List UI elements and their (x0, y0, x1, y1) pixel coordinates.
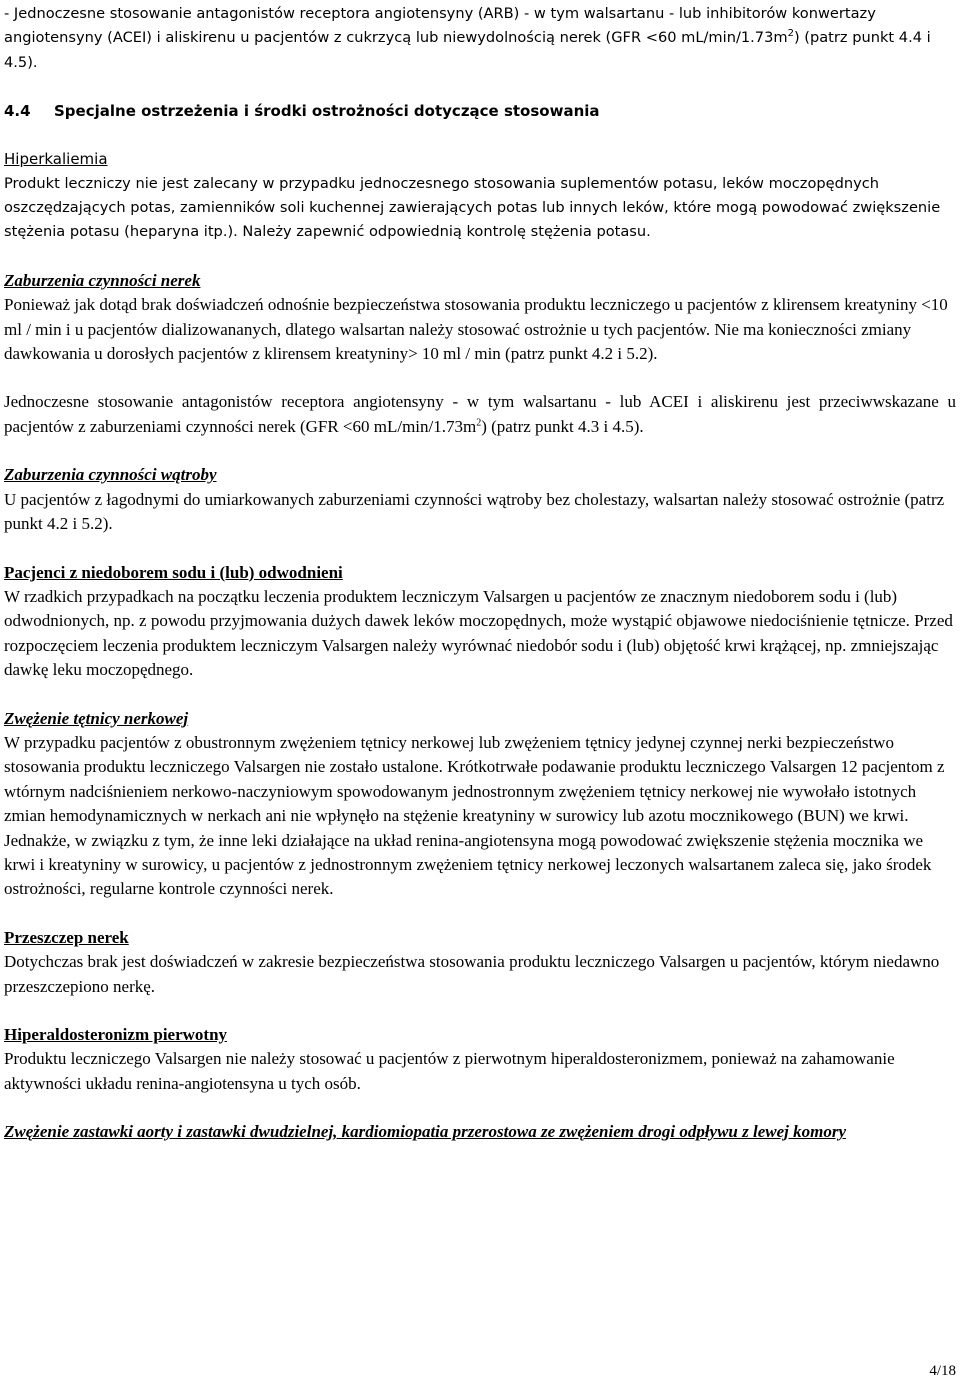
hyperkalemia-heading: Hiperkaliemia (4, 150, 108, 169)
valve-block (4, 1120, 956, 1144)
stenosis-heading: Zwężenie tętnicy nerkowej (4, 708, 189, 728)
page-number: 4/18 (929, 1363, 956, 1379)
hepatic-heading: Zaburzenia czynności wątroby (4, 465, 217, 485)
aldosteronism-heading: Hiperaldosteronizm pierwotny (4, 1025, 228, 1044)
hepatic-text: U pacjentów z łagodnymi do umiarkowanych zaburzeniami czynności wątroby bez cholestazy, walsartan należy stosować ostrożnie (patrz punkt 4.2 i 5.2). (4, 489, 945, 534)
transplant-block (4, 926, 956, 999)
section-number: 4.4 (4, 102, 31, 121)
section-heading (4, 99, 956, 123)
renal-text: Ponieważ jak dotąd brak doświadczeń odnośnie bezpieczeństwa stosowania produktu leczniczego u pacjentów z klirensem kreatyniny <10 ml / min i u pacjentów dializowananych, dlatego walsartan należy stosować ostrożnie u tych pacjentów. Nie ma konieczności zmiany dawkowania u dorosłych pacjentów z klirensem kreatyniny> 10 ml / min (patrz punkt 4.2 i 5.2). (4, 295, 948, 364)
intro-text: - Jednoczesne stosowanie antagonistów receptora angiotensyny (ARB) - w tym walsartanu - lub inhibitorów konwertazy angiotensyny (ACEI) i aliskirenu u pacjentów z cukrzycą lub niewydolnością nerek (GFR <60 mL/min/1.73m (4, 5, 876, 47)
hyperkalemia-block (4, 147, 956, 245)
transplant-text: Dotychczas brak jest doświadczeń w zakresie bezpieczeństwa stosowania produktu leczniczego Valsargen u pacjentów, którym niedawno przeszczepiono nerkę. (4, 952, 940, 996)
aldosteronism-text: Produktu leczniczego Valsargen nie należy stosować u pacjentów z pierwotnym hiperaldosteronizmem, ponieważ na zahamowanie aktywności układu renina-angiotensyna u tych osób. (4, 1049, 895, 1093)
renal-block (4, 269, 956, 367)
renal-contraindication (4, 390, 956, 439)
sodium-heading: Pacjenci z niedoborem sodu i (lub) odwodnieni (4, 562, 343, 582)
stenosis-block (4, 707, 956, 902)
renal-heading: Zaburzenia czynności nerek (4, 270, 201, 290)
hyperkalemia-text: Produkt leczniczy nie jest zalecany w przypadku jednoczesnego stosowania suplementów potasu, leków moczopędnych oszczędzających potas, zamienników soli kuchennej zawierających potas lub innych leków, które mogą powodować zwiększenie stężenia potasu (heparyna itp.). Należy zapewnić odpowiednią kontrolę stężenia potasu. (4, 174, 941, 241)
intro-paragraph (4, 2, 956, 75)
renal-text2-sup: 2 (476, 417, 482, 429)
hepatic-block (4, 463, 956, 536)
sodium-text: W rzadkich przypadkach na początku leczenia produktem leczniczym Valsargen u pacjentów ze znacznym niedoborem sodu i (lub) odwodnionych, np. z powodu przyjmowania dużych dawek leków moczopędnych, może wystąpić objawowe niedociśnienie tętnicze. Przed rozpoczęciem leczenia produktem leczniczym Valsargen należy wyrównać niedobór sodu i (lub) objętość krwi krążącej, np. zmniejszając dawkę leku moczopędnego. (4, 586, 953, 680)
renal-text2-b: ) (patrz punkt 4.3 i 4.5). (481, 416, 644, 436)
valve-heading: Zwężenie zastawki aorty i zastawki dwudzielnej, kardiomiopatia przerostowa ze zwężeniem drogi odpływu z lewej komory (4, 1122, 847, 1142)
intro-superscript: 2 (787, 28, 794, 40)
transplant-heading: Przeszczep nerek (4, 927, 129, 947)
renal-text2-a: Jednoczesne stosowanie antagonistów receptora angiotensyny - w tym walsartanu - lub ACEI i aliskirenu jest przeciwwskazane u pacjentów z zaburzeniami czynności nerek (GFR <60 mL/min/1.73m (4, 392, 956, 436)
aldosteronism-block (4, 1023, 956, 1096)
sodium-block (4, 561, 956, 683)
stenosis-text: W przypadku pacjentów z obustronnym zwężeniem tętnicy nerkowej lub zwężeniem tętnicy jedynej czynnej nerki bezpieczeństwo stosowania produktu leczniczego Valsargen nie zostało ustalone. Krótkotrwałe podawanie produktu leczniczego Valsargen 12 pacjentom z wtórnym nadciśnieniem nerkowo-naczyniowym spowodowanym jednostronnym zwężeniem tętnicy nerkowej nie wywołało istotnych zmian hemodynamicznych w nerkach ani nie wpłynęło na stężenie kreatyniny w surowicy lub azotu mocznikowego (BUN) we krwi. Jednakże, w związku z tym, że inne leki działające na układ renina-angiotensyna mogą powodować zwiększenie stężenia mocznika we krwi i kreatyniny w surowicy, u pacjentów z jednostronnym zwężeniem tętnicy nerkowej leczonych walsartanem zaleca się, jako środek ostrożności, regularne kontrole czynności nerek. (4, 732, 945, 899)
section-title: Specjalne ostrzeżenia i środki ostrożności dotyczące stosowania (54, 102, 600, 121)
intro-tail: ) (patrz punkt 4.4 i 4.5). (4, 29, 931, 71)
renal-block-2 (4, 390, 956, 439)
document-page (4, 2, 956, 1169)
